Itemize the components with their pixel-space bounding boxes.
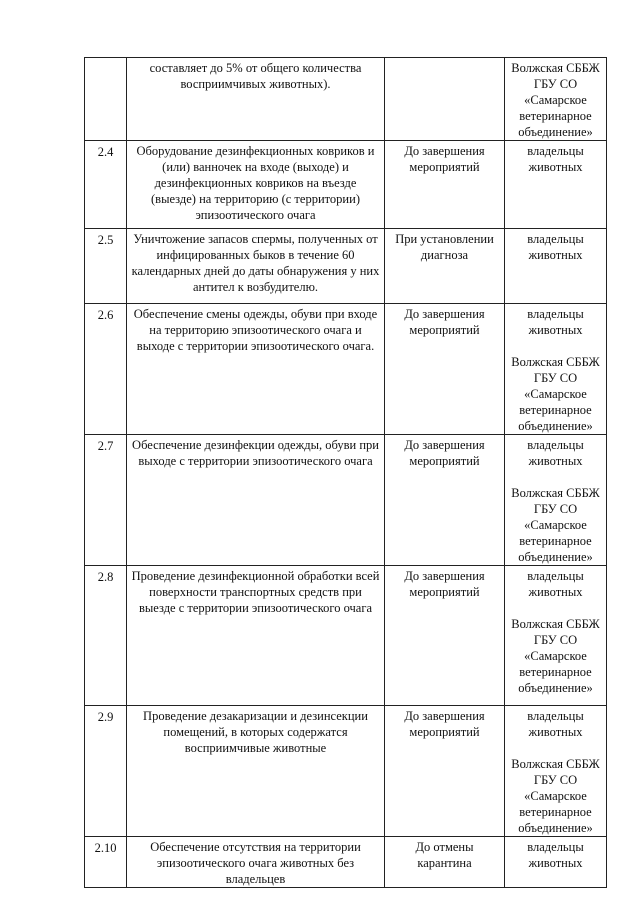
- row-number: 2.10: [85, 837, 127, 888]
- responsible-owners: владельцы животных: [527, 569, 584, 599]
- responsible-org: Волжская СББЖ ГБУ СО «Самарское ветеринарное объединение»: [511, 617, 600, 695]
- responsible-owners: владельцы животных: [527, 307, 584, 337]
- deadline-text: [385, 58, 505, 141]
- row-number: 2.4: [85, 141, 127, 229]
- table-row: [85, 706, 607, 837]
- deadline-text: До завершения мероприятий: [385, 304, 505, 435]
- deadline-text: При установлении диагноза: [385, 229, 505, 304]
- deadline-text: До завершения мероприятий: [385, 706, 505, 837]
- responsible-cell: [505, 435, 607, 566]
- deadline-text: До завершения мероприятий: [385, 566, 505, 706]
- row-number: 2.5: [85, 229, 127, 304]
- table-row: [85, 435, 607, 566]
- responsible-org: Волжская СББЖ ГБУ СО «Самарское ветеринарное объединение»: [511, 486, 600, 564]
- table-row: [85, 58, 607, 141]
- responsible-cell: [505, 706, 607, 837]
- table-row: [85, 304, 607, 435]
- measure-text: Обеспечение смены одежды, обуви при входе на территорию эпизоотического очага и выходе с территории эпизоотического очага.: [127, 304, 385, 435]
- deadline-text: До отмены карантина: [385, 837, 505, 888]
- responsible-owners: владельцы животных: [527, 144, 584, 174]
- responsible-owners: владельцы животных: [527, 232, 584, 262]
- row-number: [85, 58, 127, 141]
- table-row: [85, 566, 607, 706]
- measure-text: составляет до 5% от общего количества восприимчивых животных).: [127, 58, 385, 141]
- responsible-cell: [505, 304, 607, 435]
- measure-text: Проведение дезакаризации и дезинсекции помещений, в которых содержатся восприимчивые животные: [127, 706, 385, 837]
- responsible-owners: владельцы животных: [527, 840, 584, 870]
- table-row: [85, 229, 607, 304]
- deadline-text: До завершения мероприятий: [385, 435, 505, 566]
- responsible-cell: [505, 229, 607, 304]
- row-number: 2.9: [85, 706, 127, 837]
- measures-table: [84, 57, 607, 888]
- responsible-org: Волжская СББЖ ГБУ СО «Самарское ветеринарное объединение»: [511, 355, 600, 433]
- responsible-org: Волжская СББЖ ГБУ СО «Самарское ветеринарное объединение»: [511, 757, 600, 835]
- responsible-owners: владельцы животных: [527, 438, 584, 468]
- table-row: [85, 837, 607, 888]
- responsible-org: Волжская СББЖ ГБУ СО «Самарское ветеринарное объединение»: [511, 61, 600, 139]
- measure-text: Оборудование дезинфекционных ковриков и (или) ванночек на входе (выходе) и дезинфекционных ковриков на въезде (выезде) на территорию (с территории) эпизоотического очага: [127, 141, 385, 229]
- measure-text: Обеспечение отсутствия на территории эпизоотического очага животных без владельцев: [127, 837, 385, 888]
- measure-text: Проведение дезинфекционной обработки всей поверхности транспортных средств при выезде с территории эпизоотического очага: [127, 566, 385, 706]
- responsible-owners: владельцы животных: [527, 709, 584, 739]
- measure-text: Уничтожение запасов спермы, полученных от инфицированных быков в течение 60 календарных дней до даты обнаружения у них антител к возбудителю.: [127, 229, 385, 304]
- table-row: [85, 141, 607, 229]
- row-number: 2.8: [85, 566, 127, 706]
- responsible-cell: [505, 566, 607, 706]
- responsible-cell: [505, 58, 607, 141]
- measure-text: Обеспечение дезинфекции одежды, обуви при выходе с территории эпизоотического очага: [127, 435, 385, 566]
- responsible-cell: [505, 837, 607, 888]
- deadline-text: До завершения мероприятий: [385, 141, 505, 229]
- row-number: 2.6: [85, 304, 127, 435]
- responsible-cell: [505, 141, 607, 229]
- row-number: 2.7: [85, 435, 127, 566]
